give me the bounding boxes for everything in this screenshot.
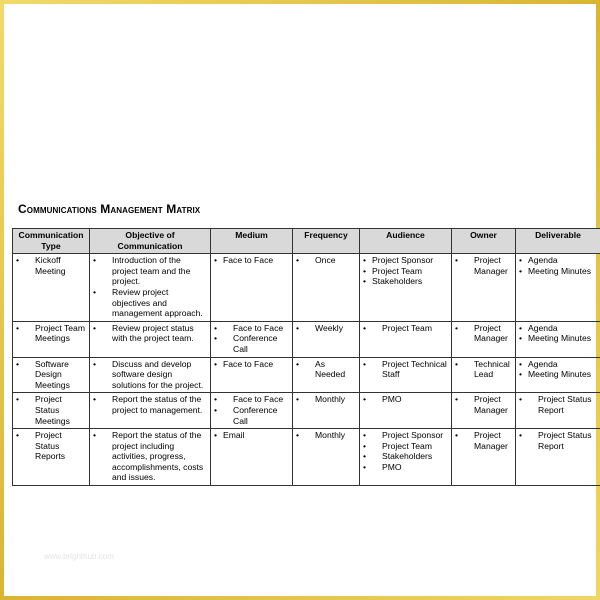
list-item: • Project Sponsor	[362, 255, 449, 266]
table-row	[13, 429, 600, 486]
medium-list	[213, 430, 290, 441]
medium-list	[213, 323, 290, 355]
list-item: • Project Manager	[454, 430, 513, 451]
cell-frequency	[293, 321, 360, 357]
cell-type	[13, 357, 90, 393]
cell-type	[13, 321, 90, 357]
list-item: • Review project objectives and management approach.	[92, 287, 208, 319]
list-item: • Conference Call	[213, 333, 290, 354]
owner-list	[454, 359, 513, 380]
cell-type	[13, 254, 90, 322]
audience-list	[362, 323, 449, 334]
list-item: • Project Status Report	[518, 430, 598, 451]
list-item: • Project Technical Staff	[362, 359, 449, 380]
objective-list	[92, 323, 208, 344]
audience-list	[362, 394, 449, 405]
list-item: • Agenda	[518, 255, 598, 266]
objective-list	[92, 394, 208, 415]
list-item: • Stakeholders	[362, 451, 449, 462]
list-item: • Face to Face	[213, 394, 290, 405]
header-owner: Owner	[452, 229, 516, 254]
cell-deliverable	[516, 254, 600, 322]
list-item: • Project Team	[362, 266, 449, 277]
frequency-list	[295, 394, 357, 405]
header-row	[13, 229, 600, 254]
document-page	[4, 4, 596, 596]
list-item: • PMO	[362, 394, 449, 405]
list-item: • Project Manager	[454, 323, 513, 344]
deliverable-list	[518, 430, 598, 451]
cell-objective	[90, 429, 211, 486]
objective-list	[92, 430, 208, 483]
list-item: • Technical Lead	[454, 359, 513, 380]
type-list	[15, 430, 87, 462]
list-item: • Project Manager	[454, 394, 513, 415]
communications-matrix-table	[12, 228, 600, 486]
list-item: • Discuss and develop software design solutions for the project.	[92, 359, 208, 391]
cell-objective	[90, 254, 211, 322]
list-item: • Meeting Minutes	[518, 333, 598, 344]
list-item: • Agenda	[518, 323, 598, 334]
cell-type	[13, 429, 90, 486]
type-list	[15, 359, 87, 391]
cell-medium	[211, 321, 293, 357]
frequency-list	[295, 323, 357, 334]
list-item: • Software Design Meetings	[15, 359, 87, 391]
cell-medium	[211, 254, 293, 322]
list-item: • Project Sponsor	[362, 430, 449, 441]
list-item: • Face to Face	[213, 359, 290, 370]
list-item: • Meeting Minutes	[518, 369, 598, 380]
cell-owner	[452, 254, 516, 322]
audience-list	[362, 359, 449, 380]
list-item: • Face to Face	[213, 255, 290, 266]
table-row	[13, 321, 600, 357]
objective-list	[92, 255, 208, 319]
header-medium: Medium	[211, 229, 293, 254]
deliverable-list	[518, 323, 598, 344]
watermark: www.brighthub.com	[44, 552, 114, 561]
cell-audience	[360, 321, 452, 357]
cell-audience	[360, 254, 452, 322]
cell-deliverable	[516, 357, 600, 393]
document-title	[18, 202, 200, 216]
medium-list	[213, 255, 290, 266]
audience-list	[362, 255, 449, 287]
cell-audience	[360, 429, 452, 486]
list-item: • Agenda	[518, 359, 598, 370]
cell-objective	[90, 357, 211, 393]
cell-audience	[360, 393, 452, 429]
medium-list	[213, 394, 290, 426]
list-item: • PMO	[362, 462, 449, 473]
list-item: • Face to Face	[213, 323, 290, 334]
list-item: • Monthly	[295, 394, 357, 405]
frequency-list	[295, 359, 357, 380]
cell-frequency	[293, 357, 360, 393]
audience-list	[362, 430, 449, 472]
title-text: Communications Management Matrix	[18, 202, 201, 216]
list-item: • Project Team	[362, 441, 449, 452]
list-item: • Report the status of the project to management.	[92, 394, 208, 415]
medium-list	[213, 359, 290, 370]
deliverable-list	[518, 255, 598, 276]
header-deliverable: Deliverable	[516, 229, 600, 254]
deliverable-list	[518, 359, 598, 380]
list-item: • Project Status Meetings	[15, 394, 87, 426]
list-item: • Project Team Meetings	[15, 323, 87, 344]
cell-medium	[211, 357, 293, 393]
list-item: • Review project status with the project team.	[92, 323, 208, 344]
type-list	[15, 394, 87, 426]
table-row	[13, 357, 600, 393]
list-item: • Project Status Report	[518, 394, 598, 415]
list-item: • Monthly	[295, 430, 357, 441]
cell-deliverable	[516, 393, 600, 429]
cell-frequency	[293, 429, 360, 486]
type-list	[15, 323, 87, 344]
list-item: • Project Manager	[454, 255, 513, 276]
list-item: • As Needed	[295, 359, 357, 380]
cell-audience	[360, 357, 452, 393]
type-list	[15, 255, 87, 276]
list-item: • Once	[295, 255, 357, 266]
list-item: • Email	[213, 430, 290, 441]
list-item: • Conference Call	[213, 405, 290, 426]
table-row	[13, 254, 600, 322]
cell-objective	[90, 321, 211, 357]
list-item: • Weekly	[295, 323, 357, 334]
header-communication-type: Communication Type	[13, 229, 90, 254]
cell-frequency	[293, 393, 360, 429]
cell-medium	[211, 429, 293, 486]
owner-list	[454, 323, 513, 344]
list-item: • Project Status Reports	[15, 430, 87, 462]
header-audience: Audience	[360, 229, 452, 254]
cell-deliverable	[516, 429, 600, 486]
cell-type	[13, 393, 90, 429]
objective-list	[92, 359, 208, 391]
owner-list	[454, 430, 513, 451]
cell-frequency	[293, 254, 360, 322]
header-objective: Objective of Communication	[90, 229, 211, 254]
deliverable-list	[518, 394, 598, 415]
matrix-body	[13, 254, 600, 486]
frequency-list	[295, 430, 357, 441]
cell-owner	[452, 429, 516, 486]
cell-owner	[452, 393, 516, 429]
cell-deliverable	[516, 321, 600, 357]
cell-owner	[452, 357, 516, 393]
cell-medium	[211, 393, 293, 429]
cell-objective	[90, 393, 211, 429]
list-item: • Report the status of the project including activities, progress, accomplishments, costs and issues.	[92, 430, 208, 483]
list-item: • Meeting Minutes	[518, 266, 598, 277]
list-item: • Project Team	[362, 323, 449, 334]
owner-list	[454, 394, 513, 415]
list-item: • Kickoff Meeting	[15, 255, 87, 276]
header-frequency: Frequency	[293, 229, 360, 254]
list-item: • Stakeholders	[362, 276, 449, 287]
frequency-list	[295, 255, 357, 266]
cell-owner	[452, 321, 516, 357]
table-row	[13, 393, 600, 429]
list-item: • Introduction of the project team and the project.	[92, 255, 208, 287]
owner-list	[454, 255, 513, 276]
